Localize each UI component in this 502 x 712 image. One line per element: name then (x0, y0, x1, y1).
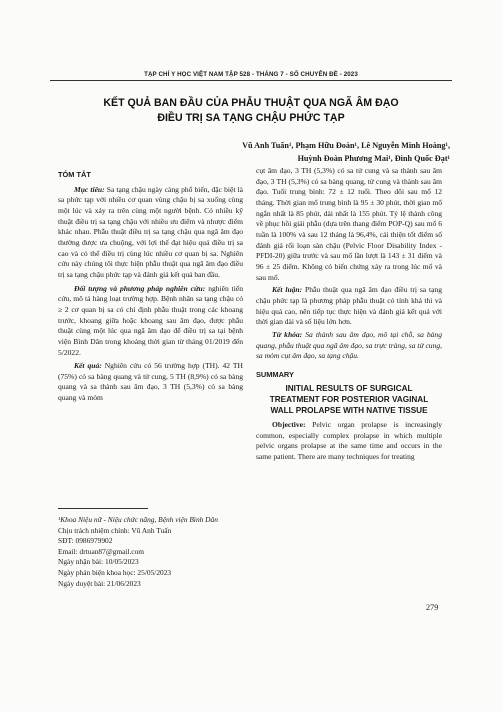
keywords-label: Từ khóa: (272, 329, 303, 339)
objective-paragraph (58, 185, 243, 281)
en-objective-text: Pelvic organ prolapse is increasingly common, especially complex prolapse in which multiple pelvic organs prolapse at the same time and occurs in the same patient. There are many techniques for treating (256, 419, 442, 461)
author-list (150, 139, 450, 165)
footnote-accepted: Ngày duyệt bài: 21/06/2023 (58, 578, 141, 588)
conclusion-paragraph (256, 285, 442, 328)
conclusion-text: Phẫu thuật qua ngã âm đạo điều trị sa tạng chậu phức tạp là phương pháp phẫu thuật có tính khả thi và hiệu quả cao, nên tiếp tục thực hiện và đánh giá kết quả với thời gian dài và số liệu lớn hơn. (256, 285, 442, 327)
methods-text: nghiên tiến cứu, mô tả hàng loạt trường hợp. Bệnh nhân sa tạng chậu có ≥ 2 cơ quan bị sa có chỉ định phẫu thuật trong các khoang trước, khoang giữa hoặc khoang sau âm đạo, được phẫu thuật cùng một lúc qua ngã âm đạo để điều trị sa tại bệnh viện Bình Dân trong khoảng thời gian từ tháng 01/2019 đến 5/2022. (58, 283, 243, 357)
left-column (58, 166, 243, 404)
keywords-paragraph (256, 330, 442, 362)
footnote-reviewed: Ngày phản biện khoa học: 25/05/2023 (58, 567, 172, 577)
en-objective-label: Objective: (272, 419, 306, 429)
conclusion-label: Kết luận: (272, 285, 303, 295)
footnote-phone: SĐT: 0986979902 (58, 536, 113, 546)
authors-line-2: Huỳnh Đoàn Phương Mai¹, Đinh Quốc Đạt¹ (297, 154, 450, 163)
page-number: 279 (426, 603, 439, 612)
journal-header: TẠP CHÍ Y HỌC VIỆT NAM TẬP 528 - THÁNG 7 - SỐ CHUYÊN ĐỀ - 2023 (144, 71, 358, 78)
english-title: INITIAL RESULTS OF SURGICAL TREATMENT FOR POSTERIOR VAGINAL WALL PROLAPSE WITH NATIVE TISSUE (269, 384, 429, 416)
article-title (40, 96, 462, 126)
authors-line-1: Vũ Anh Tuấn¹, Phạm Hữu Đoàn¹, Lê Nguyễn Minh Hoàng¹, (242, 141, 450, 150)
results-continued: cụt âm đạo, 3 TH (5,3%) có sa tử cung và sa thành sau âm đạo, 3 TH (5,3%) có sa bàng quang, tử cung và thành sau âm đạo. Tuổi trung bình: 72 ± 12 tuổi. Theo dõi sau mổ 12 tháng. Thời gian mổ trung bình là 95 ± 30 phút, thời gian mổ ngắn nhất là 85 phút, dài nhất là 155 phút. Tỷ lệ thành công về phục hồi giải phẫu (dựa trên thang điểm POP-Q) sau mổ 6 tuần là 100% và sau 12 tháng là 96,4%, cải thiện tốt điểm số đánh giá rối loạn sàn chậu (Pelvic Floor Disability Index -PFDI-20) giữa trước và sau mổ lần lượt là 143 ± 31 điểm và 96 ± 25 điểm. Không có biến chứng xảy ra trong lúc mổ và sau mổ. (256, 166, 442, 282)
results-label: Kết quả: (74, 361, 102, 371)
results-text: Nghiên cứu có 56 trường hợp (TH). 42 TH (75%) có sa bàng quang và tử cung, 5 TH (8,9%) có sa bàng quang và sa thành sau âm đạo, 3 TH (5,3%) có sa bàng quang và mỏm (58, 361, 243, 403)
footnote-received: Ngày nhận bài: 10/05/2023 (58, 557, 139, 567)
methods-label: Đối tượng và phương pháp nghiên cứu: (74, 283, 206, 293)
title-line-2: ĐIỀU TRỊ SA TẠNG CHẬU PHỨC TẠP (157, 112, 345, 124)
summary-heading-vi: TÓM TẮT (58, 170, 91, 179)
footnote-corresponding: Chịu trách nhiệm chính: Vũ Anh Tuấn (58, 525, 172, 535)
right-column (256, 166, 442, 462)
objective-text: Sa tạng chậu ngày càng phổ biến, đặc biệt là sa phức tạp với nhiều cơ quan vùng chậu bị sa xuống cùng một lúc và xảy ra trên cùng một người bệnh. Có nhiều kỹ thuật điều trị sa tạng chậu với nhiều ưu điểm và nhược điểm khác nhau. Phẫu thuật điều trị sa tạng chậu qua ngã âm đạo thường được ưa chuộng, với lợi thế đạt hiệu quả điều trị sa cao và có thể điều trị cùng lúc nhiều cơ quan bị sa. Nghiên cứu này chúng tôi thực hiện phẫu thuật qua ngã âm đạo điều trị sa tạng chậu phức tạp và đánh giá kết quả ban đầu. (58, 184, 243, 279)
footnote-rule (58, 508, 148, 509)
title-line-1: KẾT QUẢ BAN ĐẦU CỦA PHẪU THUẬT QUA NGÃ ÂM ĐẠO (103, 97, 399, 109)
objective-label: Mục tiêu: (74, 184, 105, 194)
header-rule (50, 80, 452, 81)
summary-heading-en: SUMMARY (256, 369, 294, 379)
footnote-email: Email: drtuan87@gmail.com (58, 546, 145, 556)
en-objective-paragraph (256, 420, 442, 463)
keywords-text: Sa thành sau âm đạo, mô tại chỗ, sa bàng quang, phẫu thuật qua ngã âm đạo, sa trực tràng, sa tử cung, sa mỏm cụt âm đạo, sa tạng chậu. (256, 329, 443, 361)
footnote-affiliation: ¹Khoa Niệu nữ - Niệu chức năng, Bệnh viện Bình Dân (58, 515, 218, 524)
results-paragraph (58, 361, 243, 404)
methods-paragraph (58, 284, 243, 359)
footnotes (58, 515, 248, 589)
